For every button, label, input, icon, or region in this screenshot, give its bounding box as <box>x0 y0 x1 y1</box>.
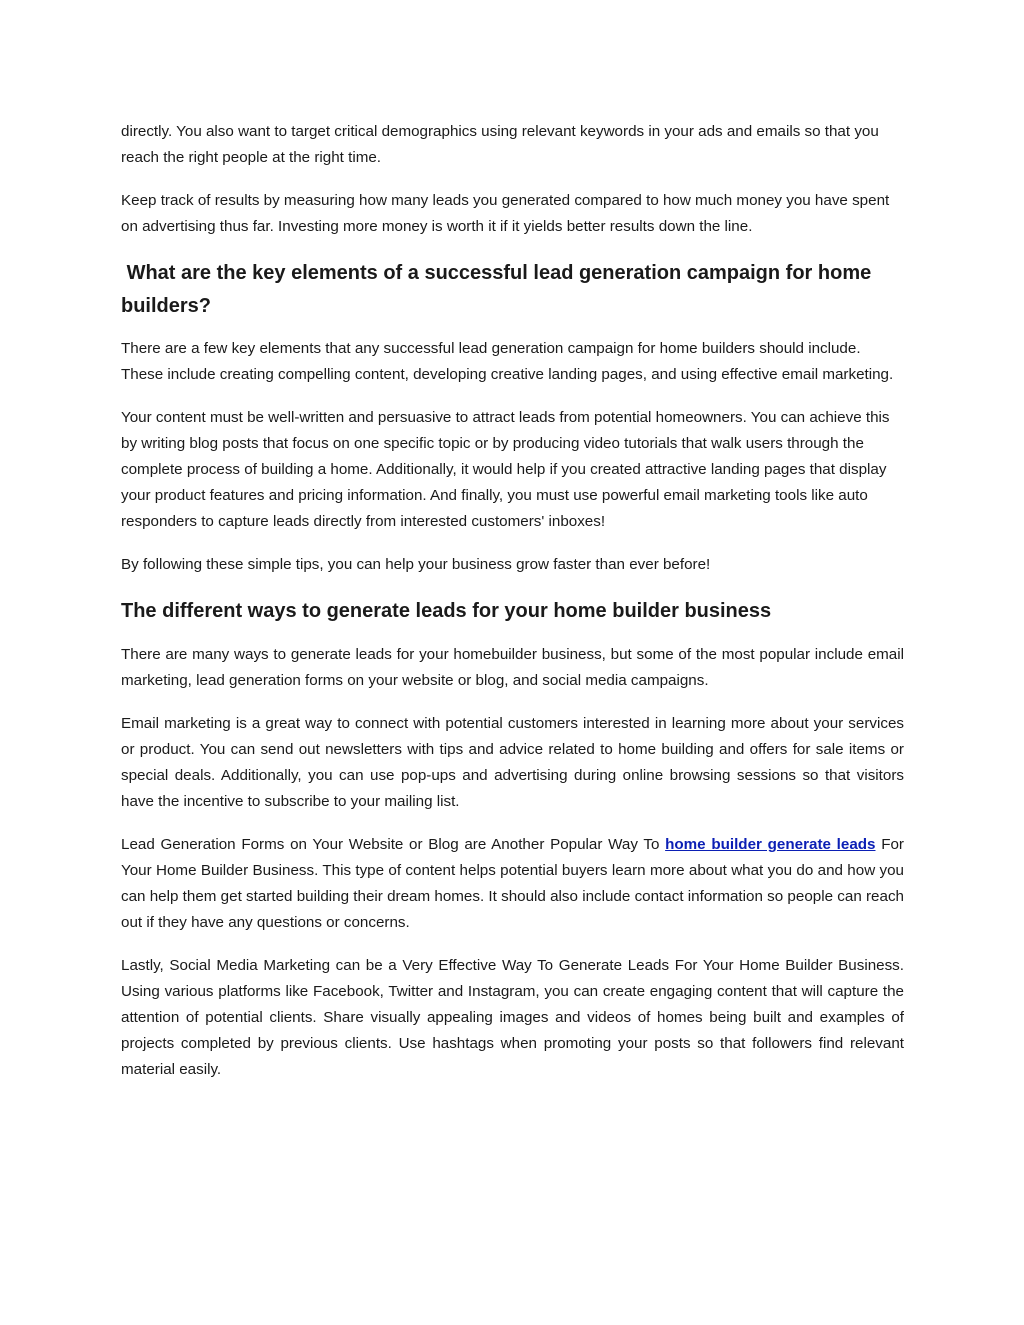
paragraph-track-results: Keep track of results by measuring how many leads you generated compared to how much money you have spent on advertising thus far. Investing more money is worth it if it yields better results down the line. <box>121 192 890 235</box>
document-page <box>121 119 904 1100</box>
paragraph-targeting: directly. You also want to target critical demographics using relevant keywords in your ads and emails so that you reach the right people at the right time. <box>121 123 879 166</box>
lead-forms-text-before: Lead Generation Forms on Your Website or Blog are Another Popular Way To <box>121 836 666 853</box>
lead-forms-text-after: For Your Home Builder Business. This type of content helps potential buyers learn more about what you do and how you can help them get started building their dream homes. It should also include contact information so people can reach out if they have any questions or concerns. <box>121 836 904 931</box>
paragraph-tips: By following these simple tips, you can help your business grow faster than ever before! <box>121 556 711 573</box>
heading-key-elements: What are the key elements of a successful lead generation campaign for home builders? <box>121 262 877 317</box>
heading-different-ways: The different ways to generate leads for your home builder business <box>121 600 772 622</box>
paragraph-email-marketing: Email marketing is a great way to connect with potential customers interested in learning more about your services or product. You can send out newsletters with tips and advice related to home building and offers for sale items or special deals. Additionally, you can use pop-ups and advertising during online browsing sessions so that visitors have the incentive to subscribe to your mailing list. <box>121 715 904 810</box>
paragraph-many-ways: There are many ways to generate leads for your homebuilder business, but some of the most popular include email marketing, lead generation forms on your website or blog, and social media campaigns. <box>121 646 904 689</box>
paragraph-social-media: Lastly, Social Media Marketing can be a Very Effective Way To Generate Leads For Your Home Builder Business. Using various platforms like Facebook, Twitter and Instagram, you can create engaging content that will capture the attention of potential clients. Share visually appealing images and videos of homes being built and examples of projects completed by previous clients. Use hashtags when promoting your posts so that followers find relevant material easily. <box>121 957 904 1078</box>
paragraph-content: Your content must be well-written and persuasive to attract leads from potential homeowners. You can achieve this by writing blog posts that focus on one specific topic or by producing video tutorials that walk users through the complete process of building a home. Additionally, it would help if you created attractive landing pages that display your product features and pricing information. And finally, you must use powerful email marketing tools like auto responders to capture leads directly from interested customers' inboxes! <box>121 409 890 530</box>
home-builder-generate-leads-link[interactable]: home builder generate leads <box>665 836 876 853</box>
paragraph-lead-forms <box>121 832 904 936</box>
paragraph-key-elements: There are a few key elements that any successful lead generation campaign for home builders should include. These include creating compelling content, developing creative landing pages, and using effective email marketing. <box>121 340 894 383</box>
